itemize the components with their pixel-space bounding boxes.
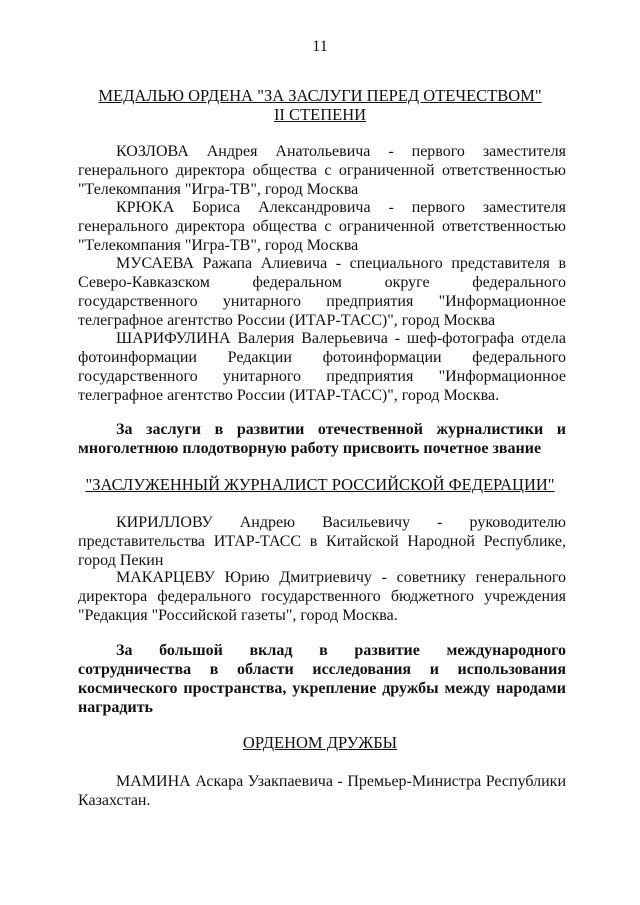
recipient-entry: ШАРИФУЛИНА Валерия Валерьевича - шеф-фотографа отдела фотоинформации Редакции фотоинформации федерального государственного унитарного предприятия "Информационное телеграфное агентство России (ИТАР-ТАСС)", город Москва. bbox=[78, 330, 566, 404]
recipient-entry: КРЮКА Бориса Александровича - первого заместителя генерального директора общества с ограниченной ответственностью "Телекомпания "Игра-ТВ", город Москва bbox=[78, 199, 566, 254]
recipient-entry: МАМИНА Аскара Узакпаевича - Премьер-Министра Республики Казахстан. bbox=[78, 773, 566, 809]
award-title-medal: МЕДАЛЬЮ ОРДЕНА "ЗА ЗАСЛУГИ ПЕРЕД ОТЕЧЕСТВОМ" bbox=[98, 86, 542, 105]
recipient-entry: КОЗЛОВА Андрея Анатольевича - первого заместителя генерального директора общества с ограниченной ответственностью "Телекомпания "Игра-ТВ", город Москва bbox=[78, 143, 566, 198]
award-title-honored-journalist: "ЗАСЛУЖЕННЫЙ ЖУРНАЛИСТ РОССИЙСКОЙ ФЕДЕРАЦИИ" bbox=[85, 475, 555, 494]
recipient-entry: КИРИЛЛОВУ Андрею Васильевичу - руководителю представительства ИТАР-ТАСС в Китайской Народной Республике, город Пекин bbox=[78, 514, 566, 569]
page-number: 11 bbox=[312, 38, 328, 55]
decree-intro-space: За большой вклад в развитие международного сотрудничества в области исследования и использования космического пространства, укрепление дружбы между народами наградить bbox=[78, 642, 566, 716]
award-title-order-of-friendship: ОРДЕНОМ ДРУЖБЫ bbox=[242, 733, 398, 752]
award-title-medal-degree: II СТЕПЕНИ bbox=[273, 105, 367, 124]
recipient-entry: МУСАЕВА Ражапа Алиевича - специального представителя в Северо-Кавказском федеральном округе федерального государственного унитарного предприятия "Информационное телеграфное агентство России (ИТАР-ТАСС)", город Москва bbox=[78, 255, 566, 329]
recipient-entry: МАКАРЦЕВУ Юрию Дмитриевичу - советнику генерального директора федерального государственного бюджетного учреждения "Редакция "Российской газеты", город Москва. bbox=[78, 569, 566, 624]
decree-intro-journalism: За заслуги в развитии отечественной журналистики и многолетнюю плодотворную работу присвоить почетное звание bbox=[78, 421, 566, 457]
